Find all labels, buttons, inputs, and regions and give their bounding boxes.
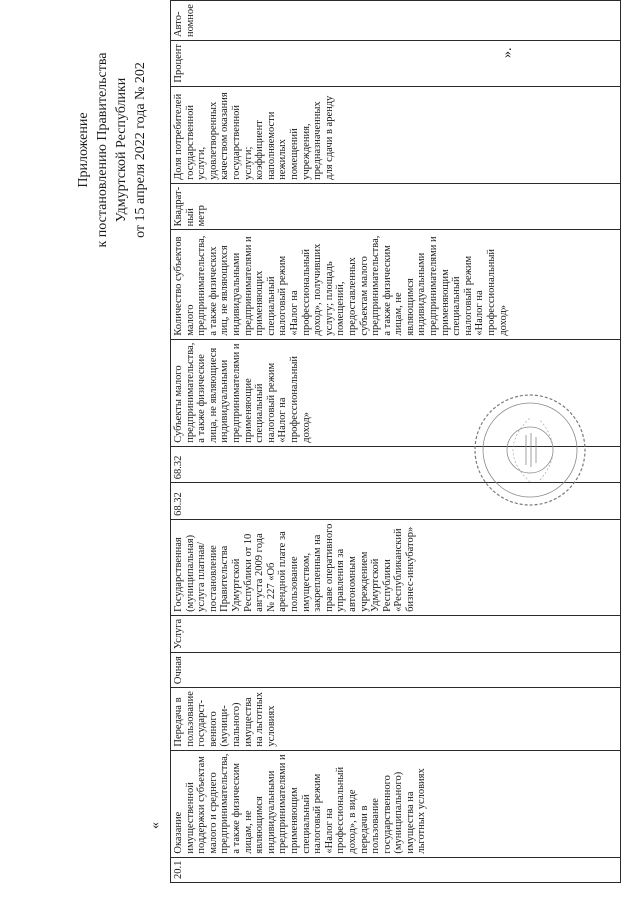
header-line-2: к постановлению Правительства: [95, 52, 110, 248]
cell-code-1: 68.32: [171, 483, 621, 520]
cell-code-2: 68.32: [171, 446, 621, 483]
cell-service-name: Оказание имущественной поддержки субъектам малого и среднего предпринимательства, а также физическим лицам, не являющимся индивидуальными предпринимателями и применяющим специальный налоговый режим «Налог на профессиональный доход», в виде передачи в пользование государственного (муниципального) имущества на льготных условиях: [171, 750, 621, 857]
appendix-header: [74, 35, 150, 265]
cell-unit-1: Квадрат-ный метр: [171, 183, 621, 230]
official-seal: [470, 390, 590, 510]
header-line-3: Удмуртской Республики: [114, 77, 129, 223]
cell-quality: Доля потребителей государственной услуги, удовлетворенных качеством оказания государственной услуги; коэффициент наполняемости нежилых помещений учреждения, предназначенных для сдачи в аренду: [171, 86, 621, 183]
cell-tail: Авто-номное: [171, 1, 621, 41]
header-line-1: Приложение: [76, 112, 91, 188]
cell-number: 20.1: [171, 857, 621, 882]
cell-unit-2: Процент: [171, 41, 621, 87]
cell-type: Услуга: [171, 615, 621, 652]
cell-basis: Государственная (муниципальная) услуга платная/ постановление Правительства Удмуртской Республики от 10 августа 2009 года № 227 «Об арендной плате за пользование имуществом, закрепленным на праве оперативного управления за автономным учреждением Удмуртской Республики «Республиканский бизнес-инкубатор»: [171, 519, 621, 615]
cell-stage: Очная: [171, 653, 621, 688]
opening-quote: «: [148, 822, 163, 829]
seal-stamp-icon: [470, 390, 590, 510]
cell-indicator: Количество субъектов малого предпринимательства, а также физических лиц, не являющихся индивидуальными предпринимателями и применяющих специальный налоговый режим «Налог на профессиональный доход», получивших услугу; площадь помещений, предоставленных субъектам малого предпринимательства, а также физическим лицам, не являющимся индивидуальными предпринимателями и применяющим специальный налоговый режим «Налог на профессиональный доход»: [171, 230, 621, 339]
cell-recipients: Субъекты малого предпринимательства, а также физические лица, не являющиеся индивидуальными предпринимателями и применяющие специальный налоговый режим «Налог на профессиональный доход»: [171, 339, 621, 446]
header-line-4: от 15 апреля 2022 года № 202: [133, 62, 148, 238]
closing-quote: ».: [500, 47, 515, 58]
cell-description: Передача в пользование государст-венного (муници-пального) имущества на льготных условиях: [171, 688, 621, 750]
